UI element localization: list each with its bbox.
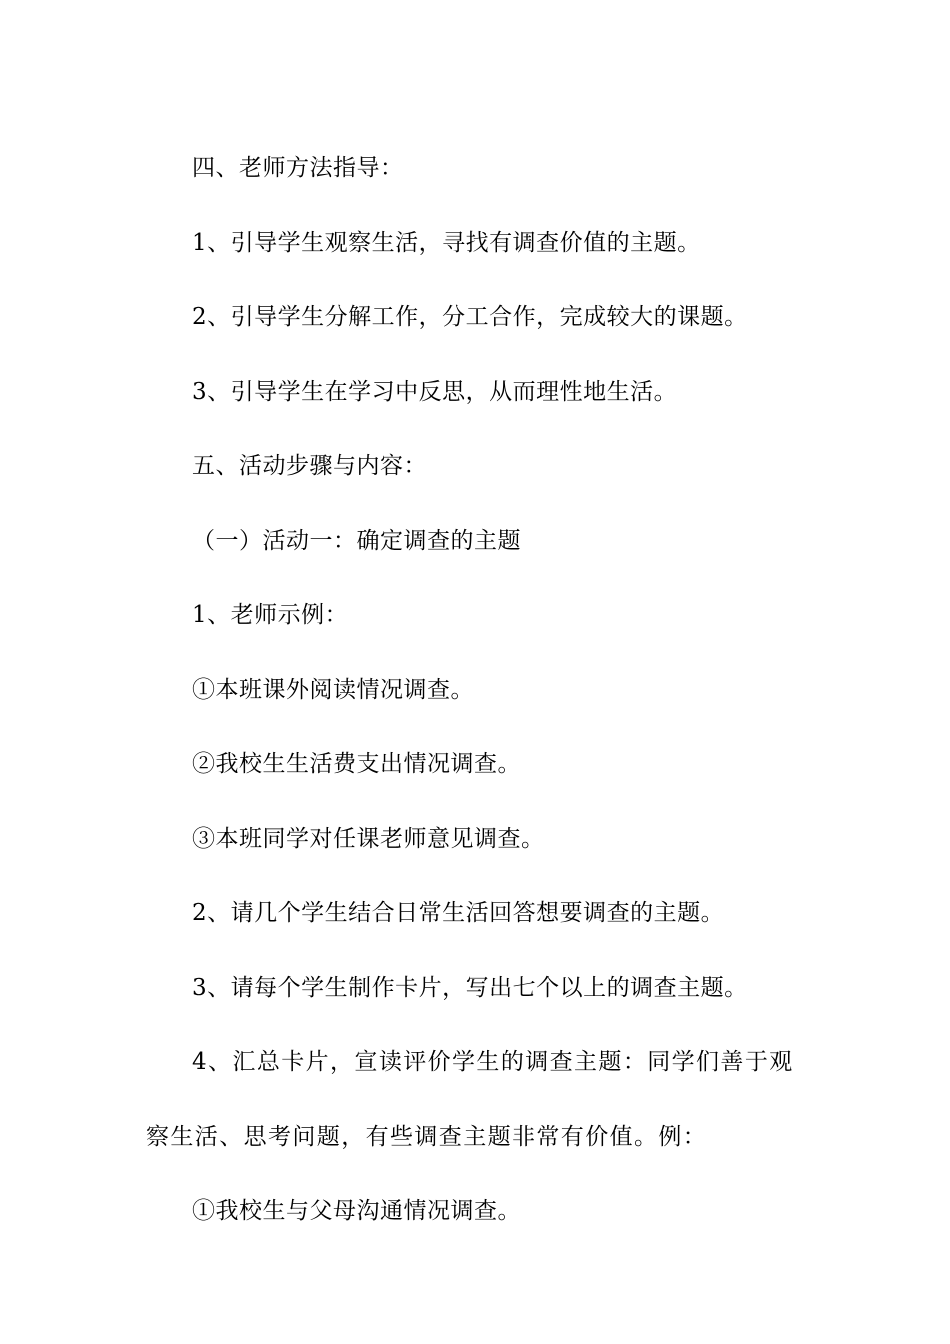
paragraph-guidance-3: 3、引导学生在学习中反思，从而理性地生活。 bbox=[192, 378, 678, 405]
paragraph-section-five-heading: 五、活动步骤与内容： bbox=[192, 453, 427, 479]
paragraph-activity-one-heading: （一）活动一：确定调查的主题 bbox=[192, 527, 521, 554]
paragraph-example-3: ③本班同学对任课老师意见调查。 bbox=[192, 825, 545, 852]
paragraph-step-2: 2、请几个学生结合日常生活回答想要调查的主题。 bbox=[192, 900, 725, 926]
paragraph-example-1: ①本班课外阅读情况调查。 bbox=[192, 676, 474, 703]
document-body bbox=[146, 131, 810, 1249]
paragraph-section-four-heading: 四、老师方法指导： bbox=[192, 155, 404, 181]
paragraph-guidance-1: 1、引导学生观察生活，寻找有调查价值的主题。 bbox=[192, 229, 701, 256]
paragraph-teacher-example: 1、老师示例： bbox=[192, 602, 349, 628]
paragraph-example-4: ①我校生与父母沟通情况调查。 bbox=[192, 1198, 521, 1224]
paragraph-guidance-2: 2、引导学生分解工作，分工合作，完成较大的课题。 bbox=[192, 304, 748, 330]
paragraph-example-2: ②我校生生活费支出情况调查。 bbox=[192, 751, 521, 777]
paragraph-step-3: 3、请每个学生制作卡片，写出七个以上的调查主题。 bbox=[192, 974, 748, 1001]
paragraph-step-4: 4、汇总卡片，宣读评价学生的调查主题：同学们善于观察生活、思考问题，有些调查主题非常有价值。例： bbox=[146, 1049, 794, 1150]
